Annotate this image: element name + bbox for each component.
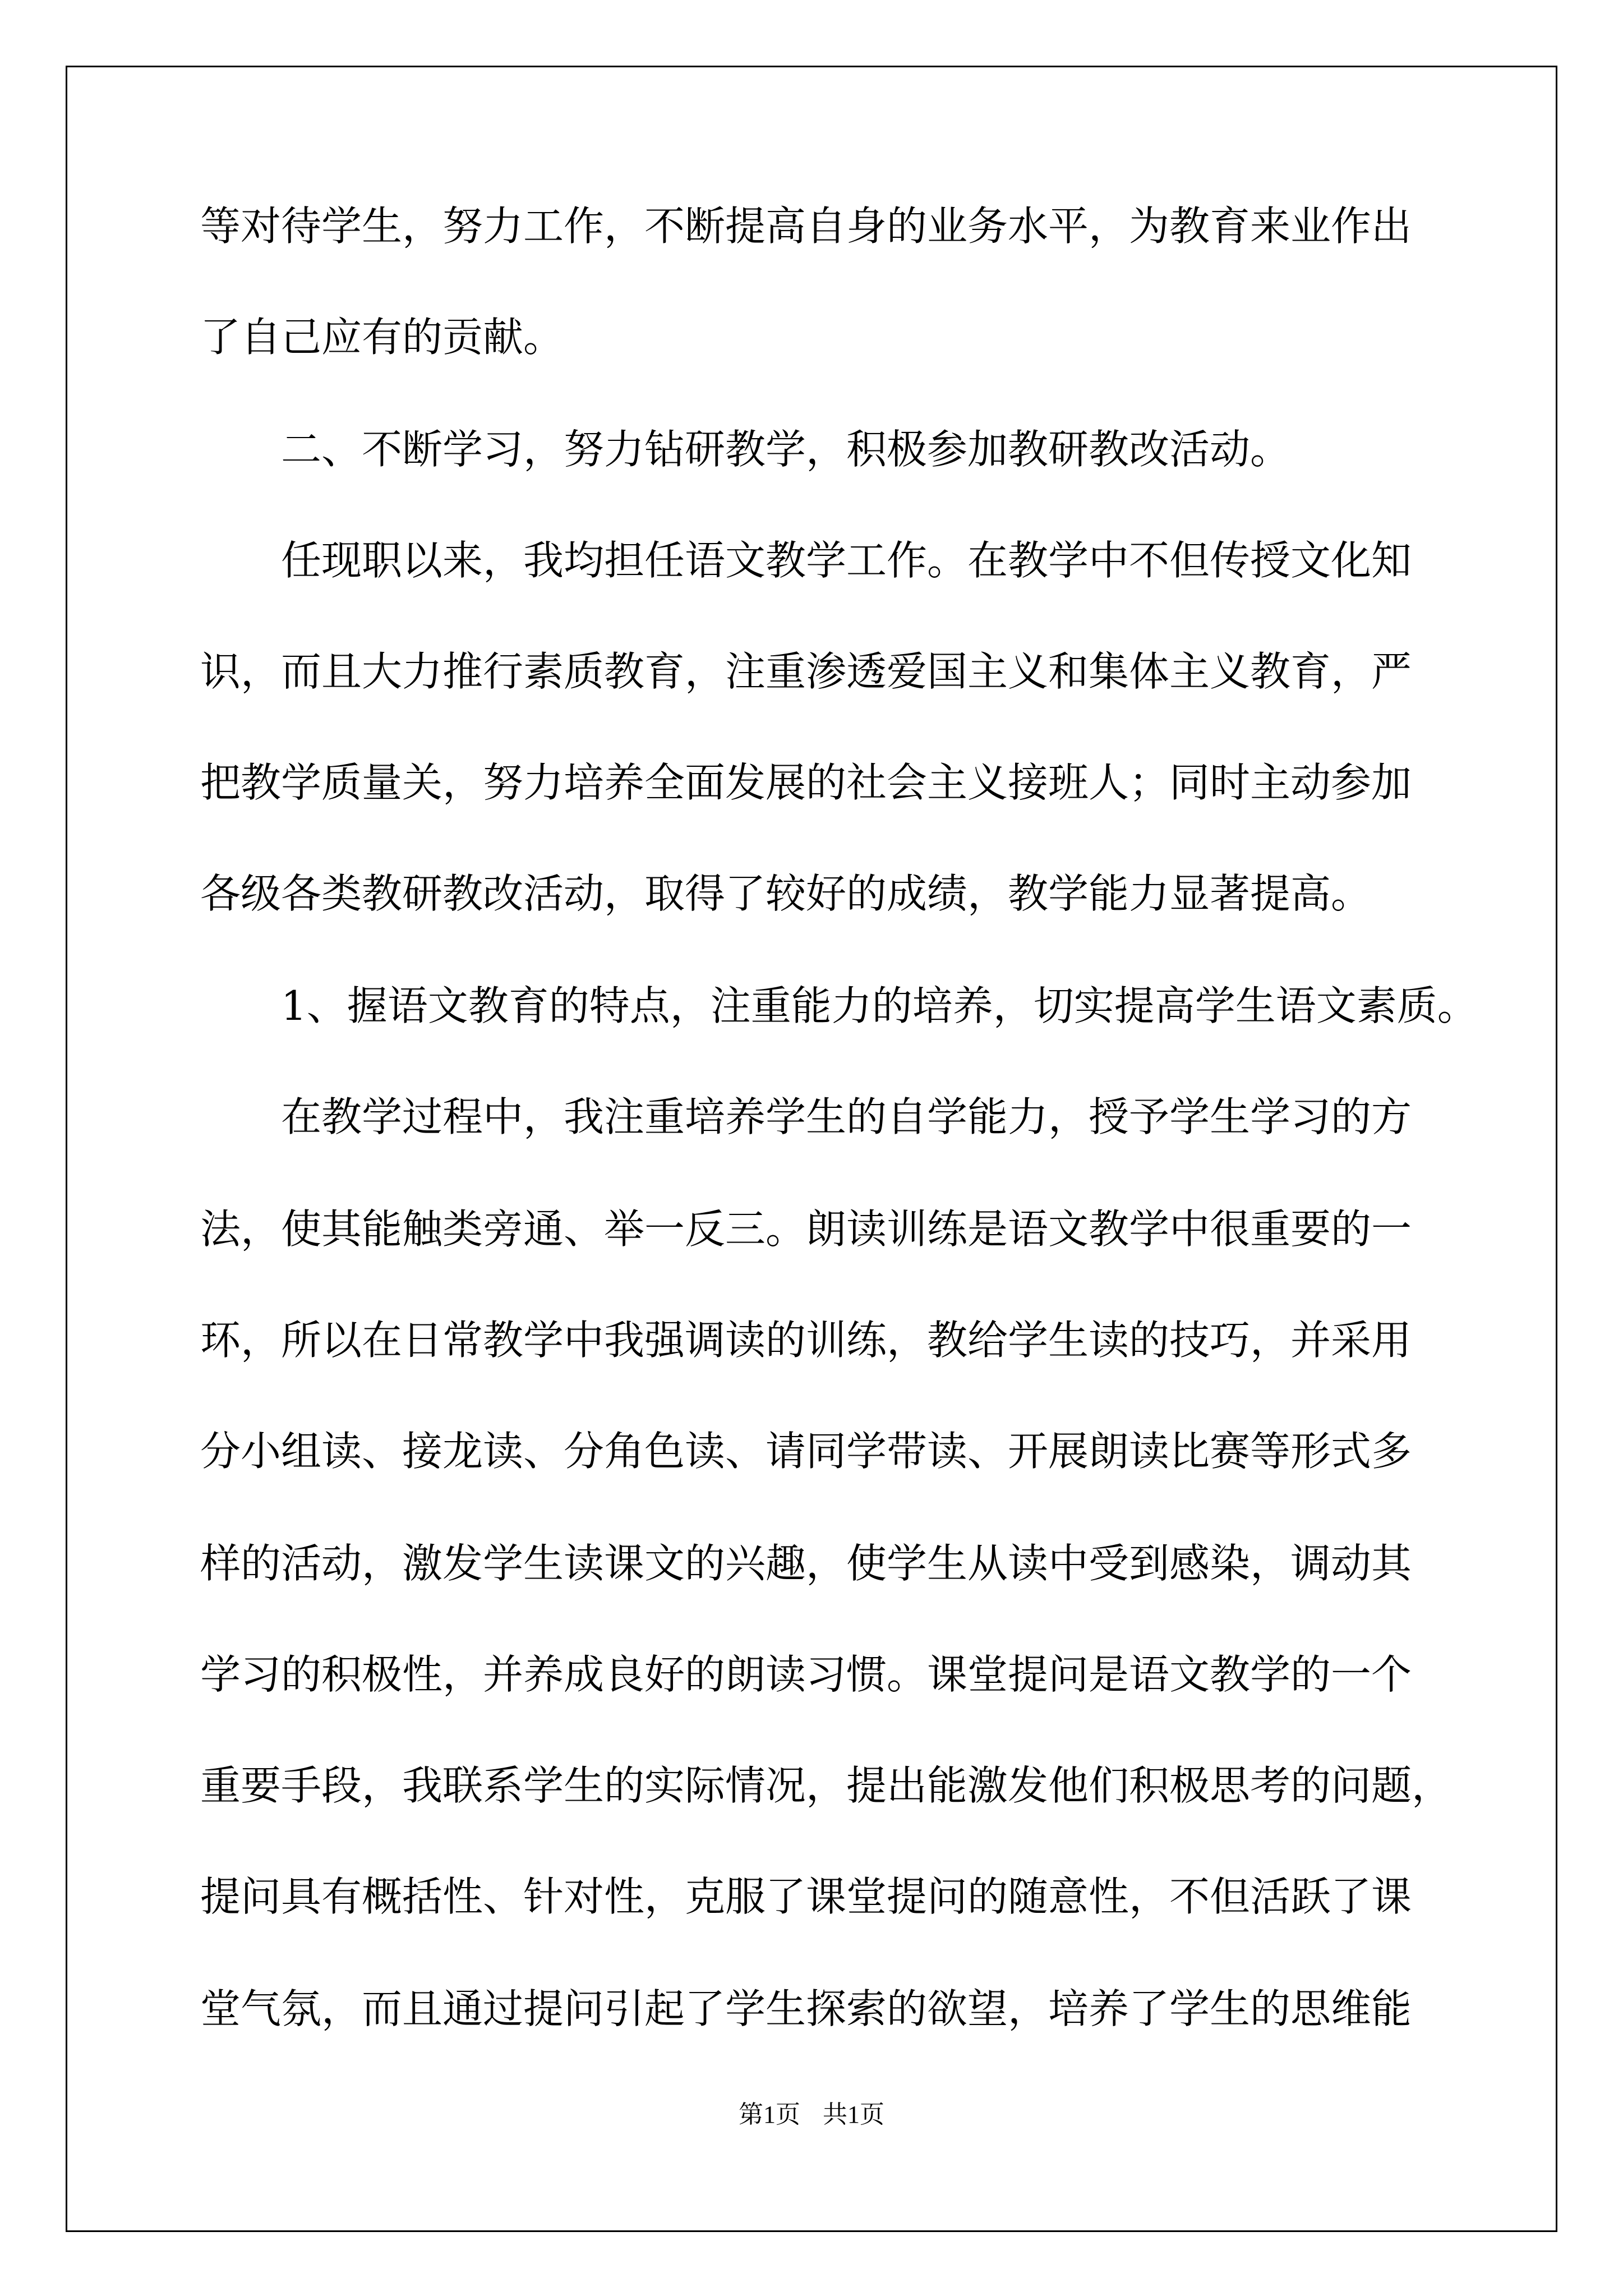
text-line: 分小组读、接龙读、分角色读、请同学带读、开展朗读比赛等形式多 <box>200 1428 1412 1475</box>
text-line: 在教学过程中，我注重培养学生的自学能力，授予学生学习的方 <box>281 1093 1412 1140</box>
subsection-heading: 1、握语文教育的特点，注重能力的培养，切实提高学生语文素质。 <box>281 982 1478 1029</box>
text-line: 学习的积极性，并养成良好的朗读习惯。课堂提问是语文教学的一个 <box>200 1651 1412 1698</box>
page-number-current: 第1页 <box>739 2101 800 2128</box>
text-line: 重要手段，我联系学生的实际情况，提出能激发他们积极思考的问题， <box>200 1762 1453 1809</box>
text-line: 环，所以在日常教学中我强调读的训练，教给学生读的技巧，并采用 <box>200 1317 1412 1364</box>
text-line: 了自己应有的贡献。 <box>200 314 564 361</box>
section-heading: 二、不断学习，努力钻研教学，积极参加教研教改活动。 <box>281 426 1291 473</box>
text-line: 样的活动，激发学生读课文的兴趣，使学生从读中受到感染，调动其 <box>200 1540 1412 1587</box>
text-line: 法，使其能触类旁通、举一反三。朗读训练是语文教学中很重要的一 <box>200 1205 1412 1253</box>
text-line: 各级各类教研教改活动，取得了较好的成绩，教学能力显著提高。 <box>200 870 1372 917</box>
text-line: 提问具有概括性、针对性，克服了课堂提问的随意性，不但活跃了课 <box>200 1873 1412 1920</box>
text-line: 把教学质量关，努力培养全面发展的社会主义接班人；同时主动参加 <box>200 759 1412 806</box>
text-line: 等对待学生，努力工作，不断提高自身的业务水平，为教育来业作出 <box>200 203 1412 250</box>
text-line: 识，而且大力推行素质教育，注重渗透爱国主义和集体主义教育，严 <box>200 648 1412 695</box>
text-line: 任现职以来，我均担任语文教学工作。在教学中不但传授文化知 <box>281 537 1412 584</box>
page-number-total: 共1页 <box>823 2101 884 2128</box>
page-footer <box>0 2098 1623 2132</box>
text-line: 堂气氛，而且通过提问引起了学生探索的欲望，培养了学生的思维能 <box>200 1985 1412 2032</box>
